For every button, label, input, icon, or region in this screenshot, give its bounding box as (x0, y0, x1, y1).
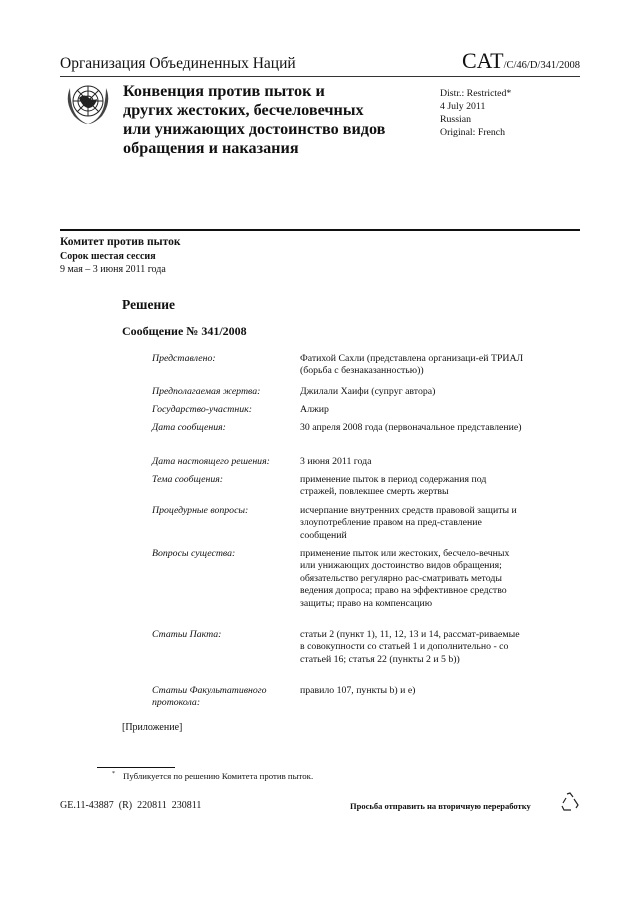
symbol-main: CAT (462, 48, 504, 73)
annex-reference: [Приложение] (122, 722, 183, 733)
communication-heading: Сообщение № 341/2008 (122, 324, 247, 338)
footnote-divider (97, 767, 175, 768)
recycle-note: Просьба отправить на вторичную переработку (350, 801, 531, 811)
footnote-text: Публикуется по решению Комитета против пыток. (123, 771, 314, 781)
session: Сорок шестая сессия (60, 250, 156, 262)
row-label: Статьи Пакта: (152, 629, 222, 640)
row-label: Дата сообщения: (152, 422, 226, 433)
row-value: статьи 2 (пункт 1), 11, 12, 13 и 14, рассмат-риваемые в совокупности со статьей 1 и дополнительно - со статьей 16; статья 22 (пункты 2 и 5 b)) (300, 629, 520, 665)
language: Russian (440, 114, 472, 125)
row-label: Государство-участник: (152, 404, 252, 415)
row-label: Тема сообщения: (152, 474, 224, 485)
row-value: применение пыток или жестоких, бесчело-вечных или унижающих достоинство видов обращения; обязательство регулярно рас-сматривать методы ведения допроса; право на эффективное средство защиты; право на компенсацию (300, 548, 510, 609)
distribution-info (440, 87, 511, 139)
row-value: Алжир (300, 404, 329, 415)
row-value: Джилали Хаифи (супруг автора) (300, 386, 436, 397)
row-value: Фатихой Сахли (представлена организаци-ей ТРИАЛ (борьба с безнаказанностью)) (300, 353, 524, 377)
distr: Distr.: Restricted* (440, 88, 512, 99)
decision-heading: Решение (122, 297, 175, 312)
row-label: Статьи Факультативного протокола: (152, 685, 267, 709)
date: 4 July 2011 (440, 101, 486, 112)
session-dates: 9 мая – 3 июня 2011 года (60, 264, 166, 275)
title-line: или унижающих достоинство видов (123, 120, 386, 138)
committee-name: Комитет против пыток (60, 236, 181, 248)
convention-title (123, 82, 433, 158)
row-value: правило 107, пункты b) и e) (300, 685, 416, 696)
footnote (112, 771, 313, 781)
title-line: Конвенция против пыток и (123, 82, 325, 100)
row-value: 30 апреля 2008 года (первоначальное представление) (300, 422, 522, 433)
row-label: Представлено: (152, 353, 216, 364)
footnote-mark: * (112, 771, 115, 777)
original-language: Original: French (440, 127, 506, 138)
row-label: Вопросы существа: (152, 548, 236, 559)
job-number: GE.11-43887 (R) 220811 230811 (60, 800, 202, 811)
title-line: других жестоких, бесчеловечных (123, 101, 364, 119)
document-symbol (462, 48, 580, 74)
row-label: Предполагаемая жертва: (152, 386, 261, 397)
organization-name: Организация Объединенных Наций (60, 55, 296, 72)
row-value: исчерпание внутренних средств правовой защиты и злоупотребление правом на пред-ставление сообщений (300, 505, 517, 541)
committee-block (60, 236, 181, 277)
header-divider (60, 76, 580, 77)
un-emblem-icon (63, 80, 113, 126)
row-value: 3 июня 2011 года (300, 456, 372, 467)
recycle-icon (559, 791, 581, 813)
row-value: применение пыток в период содержания под стражей, повлекшее смерть жертвы (300, 474, 487, 498)
title-divider (60, 229, 580, 231)
row-label: Дата настоящего решения: (152, 456, 270, 467)
row-label: Процедурные вопросы: (152, 505, 249, 516)
title-line: обращения и наказания (123, 139, 299, 157)
symbol-suffix: /C/46/D/341/2008 (503, 60, 580, 71)
